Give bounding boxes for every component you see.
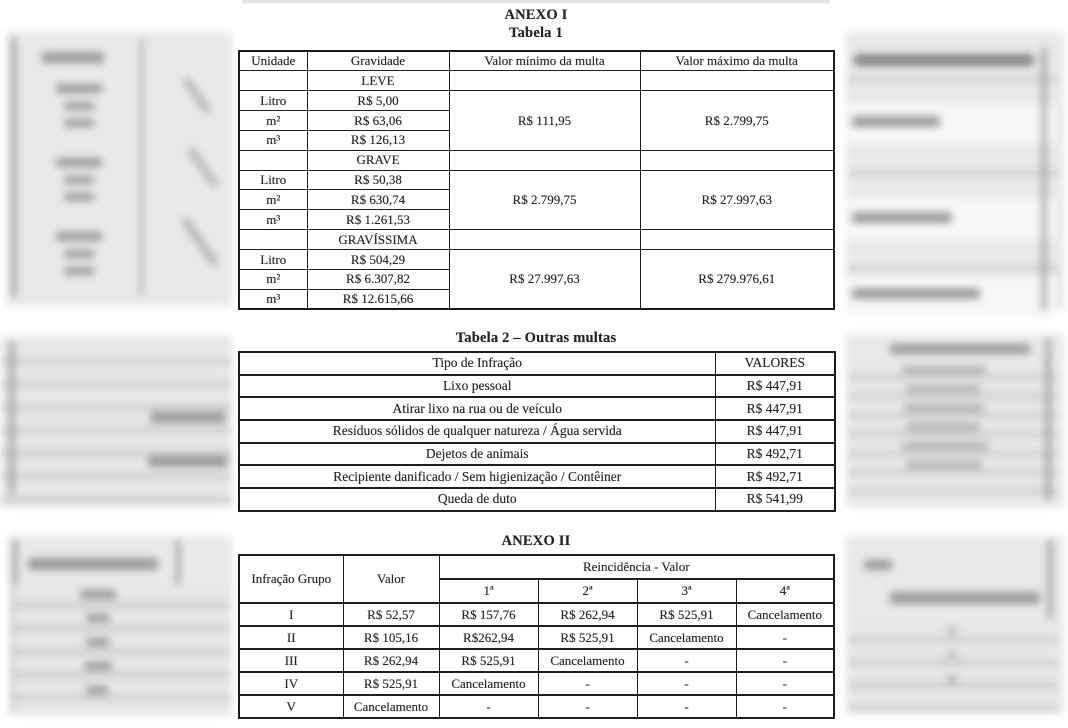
empty-cell bbox=[449, 71, 640, 91]
blur-smudge bbox=[902, 366, 986, 374]
table-row bbox=[239, 51, 834, 71]
table-row bbox=[239, 71, 834, 91]
table-cell: R$ 63,06 bbox=[307, 111, 449, 131]
blur-smudge bbox=[56, 158, 102, 167]
blur-smudge bbox=[906, 423, 980, 431]
table-cell: Queda de duto bbox=[239, 488, 715, 511]
table-cell: Litro bbox=[239, 170, 307, 190]
anexo2-table bbox=[238, 554, 835, 719]
blur-smudge bbox=[890, 592, 1040, 604]
table-cell: Cancelamento bbox=[439, 672, 538, 695]
table-cell: I bbox=[239, 603, 343, 626]
table-cell: - bbox=[637, 672, 736, 695]
table-cell: Resíduos sólidos de qualquer natureza / Água servida bbox=[239, 420, 715, 443]
blur-smudge bbox=[64, 176, 94, 184]
table-row bbox=[239, 555, 834, 579]
blurred-page-right-bottom bbox=[846, 528, 1068, 720]
table-cell: Litro bbox=[239, 249, 307, 269]
table-cell: R$ 504,29 bbox=[307, 249, 449, 269]
blur-smudge bbox=[64, 193, 94, 201]
table-cell: R$ 50,38 bbox=[307, 170, 449, 190]
tabela1-container bbox=[238, 50, 835, 310]
blur-smudge bbox=[6, 32, 232, 306]
empty-cell bbox=[449, 230, 640, 250]
table-cell: III bbox=[239, 649, 343, 672]
blur-smudge bbox=[852, 116, 940, 127]
table-cell: R$ 525,91 bbox=[637, 603, 736, 626]
empty-cell bbox=[449, 150, 640, 170]
blur-smudge bbox=[64, 102, 94, 110]
blur-smudge bbox=[946, 676, 958, 682]
table-cell: m³ bbox=[239, 289, 307, 309]
table-cell: R$ 447,91 bbox=[715, 397, 835, 420]
table-cell: R$ 5,00 bbox=[307, 91, 449, 111]
header-cell: 4ª bbox=[736, 579, 834, 603]
anexo1-title: ANEXO I bbox=[504, 7, 568, 23]
blur-smudge bbox=[56, 84, 102, 93]
merged-value-cell: R$ 111,95 bbox=[449, 91, 640, 151]
table-row bbox=[239, 626, 834, 649]
merged-value-cell: R$ 2.799,75 bbox=[640, 91, 834, 151]
header-cell: 3ª bbox=[637, 579, 736, 603]
blur-smudge bbox=[902, 442, 988, 450]
blurred-page-right-middle bbox=[846, 330, 1068, 514]
blur-smudge bbox=[14, 584, 230, 710]
table-row bbox=[239, 603, 834, 626]
tabela2 bbox=[238, 351, 836, 512]
table-cell: Cancelamento bbox=[538, 649, 637, 672]
blurred-page-left-top bbox=[0, 26, 236, 312]
table-cell: R$ 12.615,66 bbox=[307, 289, 449, 309]
table-cell: Dejetos de animais bbox=[239, 443, 715, 466]
table-cell: m³ bbox=[239, 130, 307, 150]
blur-smudge bbox=[86, 638, 110, 646]
blur-smudge bbox=[906, 461, 982, 469]
blur-smudge bbox=[10, 342, 14, 494]
header-cell: Unidade bbox=[239, 51, 307, 71]
table-row bbox=[239, 695, 834, 718]
table-cell: Litro bbox=[239, 91, 307, 111]
table-cell: R$262,94 bbox=[439, 626, 538, 649]
table-cell: R$ 6.307,82 bbox=[307, 269, 449, 289]
table-cell: m³ bbox=[239, 210, 307, 230]
table-cell: Cancelamento bbox=[637, 626, 736, 649]
section-label-cell: LEVE bbox=[307, 71, 449, 91]
anexo2-container bbox=[238, 554, 835, 719]
table-cell: - bbox=[637, 649, 736, 672]
empty-cell bbox=[640, 71, 834, 91]
empty-cell bbox=[239, 71, 307, 91]
blur-smudge bbox=[946, 628, 958, 634]
blur-smudge bbox=[848, 268, 1060, 270]
table-row bbox=[239, 249, 834, 269]
anexo2-title: ANEXO II bbox=[501, 533, 571, 549]
blur-smudge bbox=[1042, 48, 1046, 310]
header-cell: Valor mínimo da multa bbox=[449, 51, 640, 71]
table-cell: R$ 126,13 bbox=[307, 130, 449, 150]
table-row bbox=[239, 150, 834, 170]
table-cell: R$ 492,71 bbox=[715, 443, 835, 466]
blur-smudge bbox=[86, 686, 108, 694]
table-cell: Recipiente danificado / Sem higienização / Contêiner bbox=[239, 465, 715, 488]
document-content-area bbox=[236, 0, 836, 728]
merged-value-cell: R$ 27.997,63 bbox=[449, 249, 640, 309]
page-edge-shadow bbox=[242, 0, 830, 3]
table-cell: m² bbox=[239, 269, 307, 289]
table-row bbox=[239, 230, 834, 250]
tabela1 bbox=[238, 50, 835, 310]
header-cell: 2ª bbox=[538, 579, 637, 603]
empty-cell bbox=[640, 150, 834, 170]
blur-smudge bbox=[1046, 338, 1050, 500]
table-cell: R$ 541,99 bbox=[715, 488, 835, 511]
blur-smudge bbox=[848, 78, 1060, 80]
table-cell: R$ 525,91 bbox=[343, 672, 439, 695]
merged-value-cell: R$ 279.976,61 bbox=[640, 249, 834, 309]
header-cell: VALORES bbox=[715, 352, 835, 375]
table-cell: Lixo pessoal bbox=[239, 375, 715, 398]
section-label-cell: GRAVE bbox=[307, 150, 449, 170]
blur-smudge bbox=[946, 652, 958, 658]
blur-smudge bbox=[84, 662, 112, 670]
empty-cell bbox=[640, 230, 834, 250]
tabela2-title: Tabela 2 – Outras multas bbox=[455, 330, 617, 346]
table-cell: R$ 525,91 bbox=[439, 649, 538, 672]
empty-cell bbox=[239, 230, 307, 250]
table-cell: - bbox=[637, 695, 736, 718]
table-cell: R$ 105,16 bbox=[343, 626, 439, 649]
table-cell: R$ 52,57 bbox=[343, 603, 439, 626]
blurred-page-left-bottom bbox=[0, 528, 236, 722]
blurred-page-right-top bbox=[846, 26, 1068, 314]
header-cell: Gravidade bbox=[307, 51, 449, 71]
table-cell: R$ 447,91 bbox=[715, 375, 835, 398]
blur-smudge bbox=[852, 212, 952, 223]
merged-value-cell: R$ 27.997,63 bbox=[640, 170, 834, 230]
blur-smudge bbox=[848, 172, 1060, 174]
tabela1-title: Tabela 1 bbox=[509, 25, 563, 41]
header-cell: Valor bbox=[343, 555, 439, 603]
table-cell: R$ 630,74 bbox=[307, 190, 449, 210]
table-cell: m² bbox=[239, 111, 307, 131]
table-cell: R$ 447,91 bbox=[715, 420, 835, 443]
blurred-page-left-middle bbox=[0, 332, 236, 520]
table-cell: - bbox=[538, 672, 637, 695]
table-cell: Cancelamento bbox=[736, 603, 834, 626]
table-cell: m² bbox=[239, 190, 307, 210]
table-cell: - bbox=[538, 695, 637, 718]
blur-smudge bbox=[86, 614, 110, 622]
blur-smudge bbox=[64, 250, 94, 258]
blur-smudge bbox=[148, 456, 228, 467]
table-row bbox=[239, 375, 835, 398]
header-cell: Valor máximo da multa bbox=[640, 51, 834, 71]
table-row bbox=[239, 672, 834, 695]
blur-smudge bbox=[56, 232, 102, 241]
table-row bbox=[239, 352, 835, 375]
table-cell: - bbox=[439, 695, 538, 718]
table-row bbox=[239, 91, 834, 111]
blur-smudge bbox=[80, 590, 116, 599]
table-row bbox=[239, 488, 835, 511]
blur-smudge bbox=[852, 288, 980, 299]
tabela2-container bbox=[238, 351, 836, 512]
blur-smudge bbox=[140, 38, 143, 296]
blur-smudge bbox=[906, 385, 980, 393]
blur-smudge bbox=[848, 360, 1058, 502]
blur-smudge bbox=[64, 267, 94, 275]
empty-cell bbox=[239, 150, 307, 170]
table-cell: R$ 157,76 bbox=[439, 603, 538, 626]
blur-smudge bbox=[890, 344, 1030, 354]
merged-value-cell: R$ 2.799,75 bbox=[449, 170, 640, 230]
table-cell: - bbox=[736, 649, 834, 672]
table-cell: - bbox=[736, 695, 834, 718]
table-cell: - bbox=[736, 672, 834, 695]
blur-smudge bbox=[12, 38, 16, 296]
blur-smudge bbox=[42, 52, 104, 63]
table-cell: Atirar lixo na rua ou de veículo bbox=[239, 397, 715, 420]
table-cell: R$ 492,71 bbox=[715, 465, 835, 488]
blur-smudge bbox=[64, 119, 94, 127]
header-cell: 1ª bbox=[439, 579, 538, 603]
table-row bbox=[239, 465, 835, 488]
blur-smudge bbox=[864, 560, 892, 570]
table-cell: R$ 525,91 bbox=[538, 626, 637, 649]
table-row bbox=[239, 397, 835, 420]
table-row bbox=[239, 649, 834, 672]
table-cell: Cancelamento bbox=[343, 695, 439, 718]
table-row bbox=[239, 420, 835, 443]
table-cell: R$ 262,94 bbox=[538, 603, 637, 626]
table-row bbox=[239, 443, 835, 466]
table-cell: R$ 262,94 bbox=[343, 649, 439, 672]
header-cell: Tipo de Infração bbox=[239, 352, 715, 375]
section-label-cell: GRAVÍSSIMA bbox=[307, 230, 449, 250]
table-cell: IV bbox=[239, 672, 343, 695]
header-cell: Infração Grupo bbox=[239, 555, 343, 603]
header-cell: Reincidência - Valor bbox=[439, 555, 834, 579]
table-row bbox=[239, 170, 834, 190]
blur-smudge bbox=[150, 412, 226, 423]
table-cell: R$ 1.261,53 bbox=[307, 210, 449, 230]
blur-smudge bbox=[854, 54, 1034, 66]
blur-smudge bbox=[28, 558, 158, 570]
table-cell: II bbox=[239, 626, 343, 649]
blur-smudge bbox=[904, 404, 984, 412]
table-cell: V bbox=[239, 695, 343, 718]
table-cell: - bbox=[736, 626, 834, 649]
